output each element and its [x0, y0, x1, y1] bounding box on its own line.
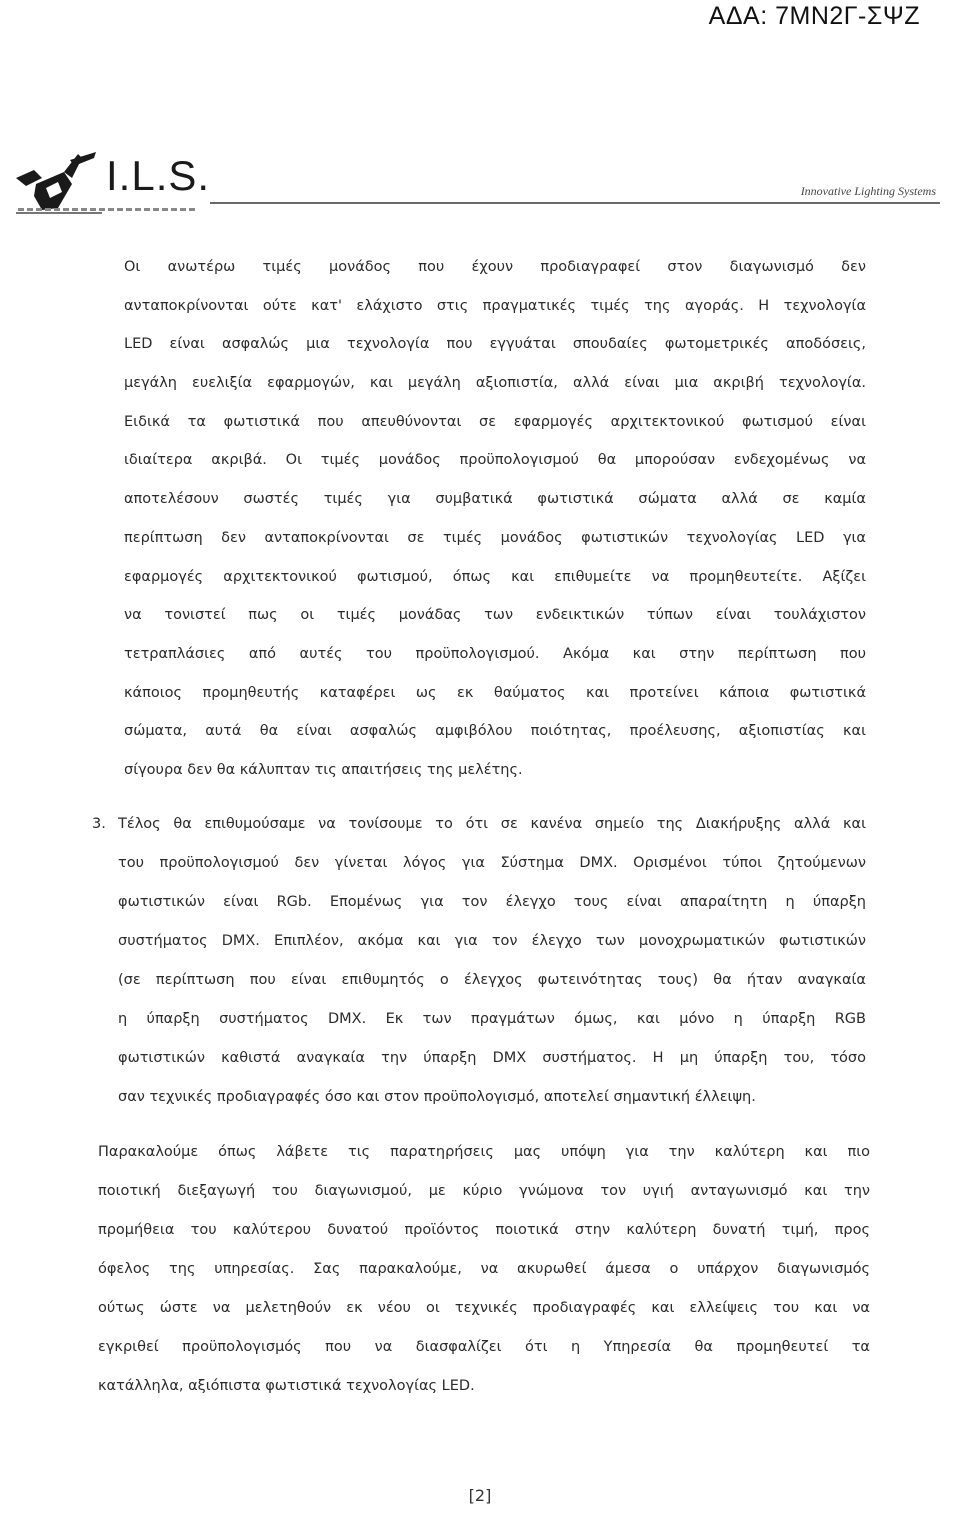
- text-line: κατάλληλα, αξιόπιστα φωτιστικά τεχνολογίας LED.: [98, 1378, 475, 1394]
- text-line: φωτιστικών καθιστά αναγκαία την ύπαρξη DMX συστήματος. Η μη ύπαρξη του, τόσο: [118, 1050, 866, 1066]
- text-line: συστήματος DMX. Επιπλέον, ακόμα και για τον έλεγχο των μονοχρωματικών φωτιστικών: [118, 933, 866, 949]
- text-line: ούτως ώστε να μελετηθούν εκ νέου οι τεχνικές προδιαγραφές και ελλείψεις του και να: [98, 1300, 870, 1316]
- text-line: LED είναι ασφαλώς μια τεχνολογία που εγγυάται σπουδαίες φωτομετρικές αποδόσεις,: [124, 336, 866, 353]
- text-line: Ειδικά τα φωτιστικά που απευθύνονται σε εφαρμογές αρχιτεκτονικού φωτισμού είναι: [124, 413, 866, 430]
- company-tagline: Innovative Lighting Systems: [800, 184, 936, 198]
- text-line: περίπτωση δεν ανταποκρίνονται σε τιμές μονάδος φωτιστικών τεχνολογίας LED για: [124, 529, 866, 546]
- paragraph-price-remarks: [124, 253, 866, 795]
- text-line: σαν τεχνικές προδιαγραφές όσο και στον προϋπολογισμό, αποτελεί σημαντική έλλειψη.: [118, 1089, 756, 1105]
- text-line: αποτελέσουν σωστές τιμές για συμβατικά φωτιστικά σώματα αλλά σε καμία: [124, 491, 866, 508]
- text-line: σώματα, αυτά θα είναι ασφαλώς αμφιβόλου ποιότητας, προέλευσης, αξιοπιστίας και: [124, 723, 866, 740]
- text-line: (σε περίπτωση που είναι επιθυμητός ο έλεγχος φωτεινότητας τους) θα ήταν αναγκαία: [118, 972, 866, 988]
- text-line: Τέλος θα επιθυμούσαμε να τονίσουμε το ότι σε κανένα σημείο της Διακήρυξης αλλά και: [118, 816, 866, 832]
- header-subtext: [18, 208, 198, 211]
- text-line: τετραπλάσιες από αυτές του προϋπολογισμού. Ακόμα και στην περίπτωση που: [124, 645, 866, 662]
- letterhead: [10, 148, 940, 220]
- text-line: ανταποκρίνονται ούτε κατ' ελάχιστο στις πραγματικές τιμές της αγοράς. Η τεχνολογία: [124, 297, 866, 314]
- header-rule: [210, 202, 940, 204]
- text-line: του προϋπολογισμού δεν γίνεται λόγος για Σύστημα DMX. Ορισμένοι τύποι ζητούμενων: [118, 855, 866, 871]
- text-line: ποιοτική διεξαγωγή του διαγωνισμού, με κύριο γνώμονα τον υγιή ανταγωνισμό και την: [98, 1183, 870, 1199]
- text-line: να τονιστεί πως οι τιμές μονάδας των ενδεικτικών τύπων είναι τουλάχιστον: [124, 607, 866, 624]
- ada-code: ΑΔΑ: 7ΜΝ2Γ-ΣΨΖ: [708, 2, 920, 30]
- text-line: φωτιστικών είναι RGb. Επομένως για τον έλεγχο τους είναι απαραίτητη η ύπαρξη: [118, 894, 866, 910]
- text-line: η ύπαρξη συστήματος DMX. Εκ των πραγμάτων όμως, και μόνο η ύπαρξη RGB: [118, 1011, 866, 1027]
- text-line: προμήθεια του καλύτερου δυνατού προϊόντος ποιοτικά στην καλύτερη δυνατή τιμή, προς: [98, 1222, 870, 1238]
- paragraph-closing-request: [98, 1138, 870, 1411]
- text-line: κάποιος προμηθευτής καταφέρει ως εκ θαύματος και προτείνει κάποια φωτιστικά: [124, 684, 866, 701]
- text-line: μεγάλη ευελιξία εφαρμογών, και μεγάλη αξιοπιστία, αλλά είναι μια ακριβή τεχνολογία.: [124, 375, 866, 392]
- item-number: 3.: [92, 816, 106, 832]
- text-line: Παρακαλούμε όπως λάβετε τις παρατηρήσεις μας υπόψη για την καλύτερη και πιο: [98, 1144, 870, 1160]
- text-line: σίγουρα δεν θα κάλυπταν τις απαιτήσεις της μελέτης.: [124, 761, 523, 778]
- item-body: [118, 810, 866, 1122]
- text-line: εγκριθεί προϋπολογισμός που να διασφαλίζει ότι η Υπηρεσία θα προμηθευτεί τα: [98, 1339, 870, 1355]
- text-line: ιδιαίτερα ακριβά. Οι τιμές μονάδος προϋπολογισμού θα μπορούσαν ενδεχομένως να: [124, 452, 866, 469]
- text-line: όφελος της υπηρεσίας. Σας παρακαλούμε, να ακυρωθεί άμεσα ο υπάρχον διαγωνισμός: [98, 1261, 870, 1277]
- company-logo-text: I.L.S.: [106, 152, 211, 199]
- page-number: [2]: [468, 1486, 492, 1505]
- text-line: Οι ανωτέρω τιμές μονάδος που έχουν προδιαγραφεί στον διαγωνισμό δεν: [124, 259, 866, 275]
- text-line: εφαρμογές αρχιτεκτονικού φωτισμού, όπως και επιθυμείτε να προμηθευτείτε. Αξίζει: [124, 568, 866, 585]
